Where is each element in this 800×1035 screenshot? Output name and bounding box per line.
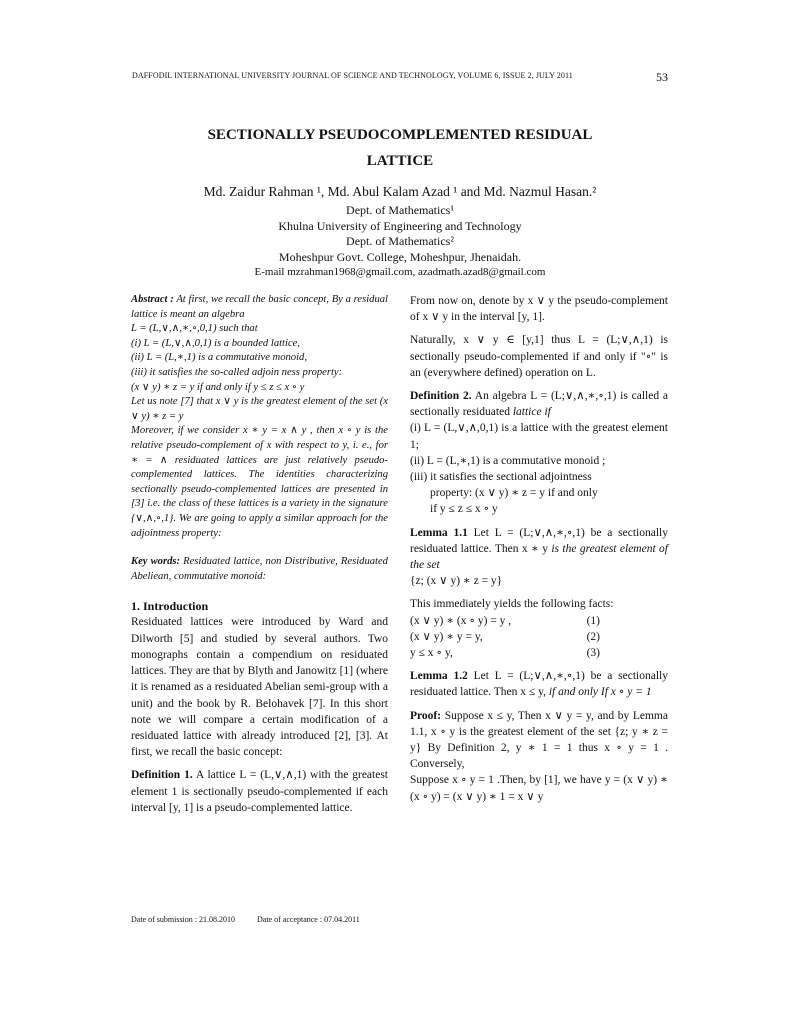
definition-2-item-iii: (iii) it satisfies the sectional adjointness	[410, 471, 592, 484]
equation-1-number: (1)	[586, 614, 600, 627]
definition-2-text: An algebra L = (L;∨,∧,∗,∘,1) is called a sectionally residuated	[410, 390, 668, 419]
lemma-1-2-label: Lemma 1.2	[410, 670, 468, 683]
authors: Md. Zaidur Rahman ¹, Md. Abul Kalam Azad ¹ and Md. Nazmul Hasan.²	[203, 184, 597, 199]
equation-2	[410, 629, 600, 645]
proof-text-2: Suppose x ∘ y = 1 .Then, by [1], we have y = (x ∨ y) ∗ (x ∘ y) = (x ∨ y) ∗ 1 = x ∨ y	[410, 774, 668, 803]
definition-1-text: A lattice L = (L,∨,∧,1) with the greatest element 1 is sectionally pseudo-complemented if each interval [y, 1] is a pseudo-complemented lattice.	[131, 769, 389, 814]
lemma-1-1-italic: is the greatest element of the set	[410, 542, 668, 572]
abstract-adjoint: (x ∨ y) ∗ z = y if and only if y ≤ z ≤ x ∘ y	[131, 381, 305, 393]
proof-label: Proof:	[410, 709, 442, 722]
affiliation-1: Dept. of Mathematics¹	[346, 203, 454, 217]
equation-2-body: (x ∨ y) ∗ y = y,	[410, 630, 483, 643]
abstract-moreover: Moreover, if we consider x ∗ y = x ∧ y , then x ∘ y is the relative pseudo-complement of x with respect to y, i. e., for ∗ = ∧ residuated lattices are just relatively pseudo-complemented lattices. The identities characterizing sectionally pseudo-complemented lattices are presented in [3] i.e. the class of these lattices is a variety in the signature {∨,∧,∘,1}. We are going to apply a similar approach for the adjointness property:	[131, 425, 388, 539]
definition-2-italic: lattice if	[512, 406, 551, 419]
lemma-1-2-text: Let L = (L;∨,∧,∗,∘,1) be a sectionally residuated lattice. Then x ≤ y,	[410, 670, 668, 699]
paper-title	[100, 122, 700, 174]
definition-2-item-ii: (ii) L = (L,∗,1) is a commutative monoid ;	[410, 454, 606, 467]
equation-1-body: (x ∨ y) ∗ (x ∘ y) = y ,	[410, 614, 512, 627]
abstract-note: Let us note [7] that x ∨ y is the greatest element of the set (x ∨ y) ∗ z = y	[131, 396, 388, 422]
email-line: E-mail mzrahman1968@gmail.com, azadmath.azad8@gmail.com	[254, 266, 546, 278]
intro-paragraph: Residuated lattices were introduced by Ward and Dilworth [5] and studied by several authors. Two monographs contain a compendium on residuated lattices. They are that by Blyth and Janowitz [1] (where it is renamed as a residuated Abelian semi-group with a unit) and the book by R. Belohavek [7]. In this short note we will compare a certain modification of a residuated lattice with already introduced [2], [3]. At first, we recall the basic concept:	[131, 616, 388, 759]
right-column	[410, 293, 668, 805]
equation-3-number: (3)	[586, 647, 600, 660]
equation-1	[410, 613, 600, 629]
abstract-cond-ii: (ii) L = (L,∗,1) is a commutative monoid,	[131, 352, 307, 364]
running-header: DAFFODIL INTERNATIONAL UNIVERSITY JOURNAL OF SCIENCE AND TECHNOLOGY, VOLUME 6, ISSUE 2, JULY 2011	[132, 71, 573, 80]
lemma-1-1-label: Lemma 1.1	[410, 526, 468, 539]
equation-3	[410, 645, 600, 661]
definition-2-label: Definition 2.	[410, 390, 472, 403]
abstract-cond-iii: (iii) it satisfies the so-called adjoin ness property:	[131, 366, 343, 378]
abstract	[131, 293, 388, 584]
yields-sentence: This immediately yields the following facts:	[410, 598, 614, 611]
abstract-text-1: At first, we recall the basic concept, By a residual lattice is meant an algebra	[131, 294, 388, 320]
proof-text-1: Suppose x ≤ y, Then x ∨ y = y, and by Lemma 1.1, x ∘ y is the greatest element of the set {z; y ∗ z = y} By Definition 2, y ∗ 1 = 1 thus x ∘ y = 1 . Conversely,	[410, 709, 668, 771]
definition-2-item-iii-property: property: (x ∨ y) ∗ z = y if and only	[430, 487, 598, 500]
definition-1-label: Definition 1.	[131, 769, 193, 782]
affiliation-4: Moheshpur Govt. College, Moheshpur, Jhenaidah.	[278, 250, 522, 264]
abstract-algebra: L = (L,∨,∧,∗,∘,0,1) such that	[131, 323, 258, 335]
affiliation-3: Dept. of Mathematics²	[346, 234, 454, 248]
paragraph-naturally: Naturally, x ∨ y ∈ [y,1] thus L = (L;∨,∧,1) is sectionally pseudo-complemented if and only if "∘" is an (everywhere defined) operation on L.	[410, 334, 668, 379]
page-number: 53	[656, 70, 668, 84]
definition-2-item-iii-condition: if y ≤ z ≤ x ∘ y	[430, 503, 498, 516]
title-line-1: SECTIONALLY PSEUDOCOMPLEMENTED RESIDUAL	[207, 127, 593, 143]
abstract-label: Abstract :	[131, 294, 174, 305]
equation-3-body: y ≤ x ∘ y,	[410, 647, 453, 660]
definition-2-item-i: (i) L = (L,∨,∧,0,1) is a lattice with the greatest element 1;	[410, 422, 668, 451]
acceptance-date: Date of acceptance : 07.04.2011	[257, 915, 360, 924]
left-column	[131, 293, 388, 816]
keywords-label: Key words:	[131, 556, 181, 568]
affiliation-2: Khulna University of Engineering and Technology	[278, 219, 522, 233]
submission-date: Date of submission : 21.08.2010	[131, 915, 235, 924]
section-heading-introduction: 1. Introduction	[131, 599, 209, 614]
footer-dates	[131, 915, 380, 924]
equation-2-number: (2)	[586, 630, 600, 643]
title-line-2: LATTICE	[366, 153, 434, 169]
lemma-1-1-text: Let L = (L;∨,∧,∗,∘,1) be a sectionally residuated lattice. Then x ∗ y	[410, 526, 668, 555]
keywords: Residuated lattice, non Distributive, Residuated Abeliean, commutative monoid:	[131, 556, 388, 582]
lemma-1-1-set: {z; (x ∨ y) ∗ z = y}	[410, 575, 503, 588]
lemma-1-2-italic: if and only If x ∘ y = 1	[548, 686, 652, 699]
paragraph-pseudo-complement: From now on, denote by x ∨ y the pseudo-complement of x ∨ y in the interval [y, 1].	[410, 295, 668, 324]
abstract-cond-i: (i) L = (L,∨,∧,0,1) is a bounded lattice,	[131, 337, 300, 349]
